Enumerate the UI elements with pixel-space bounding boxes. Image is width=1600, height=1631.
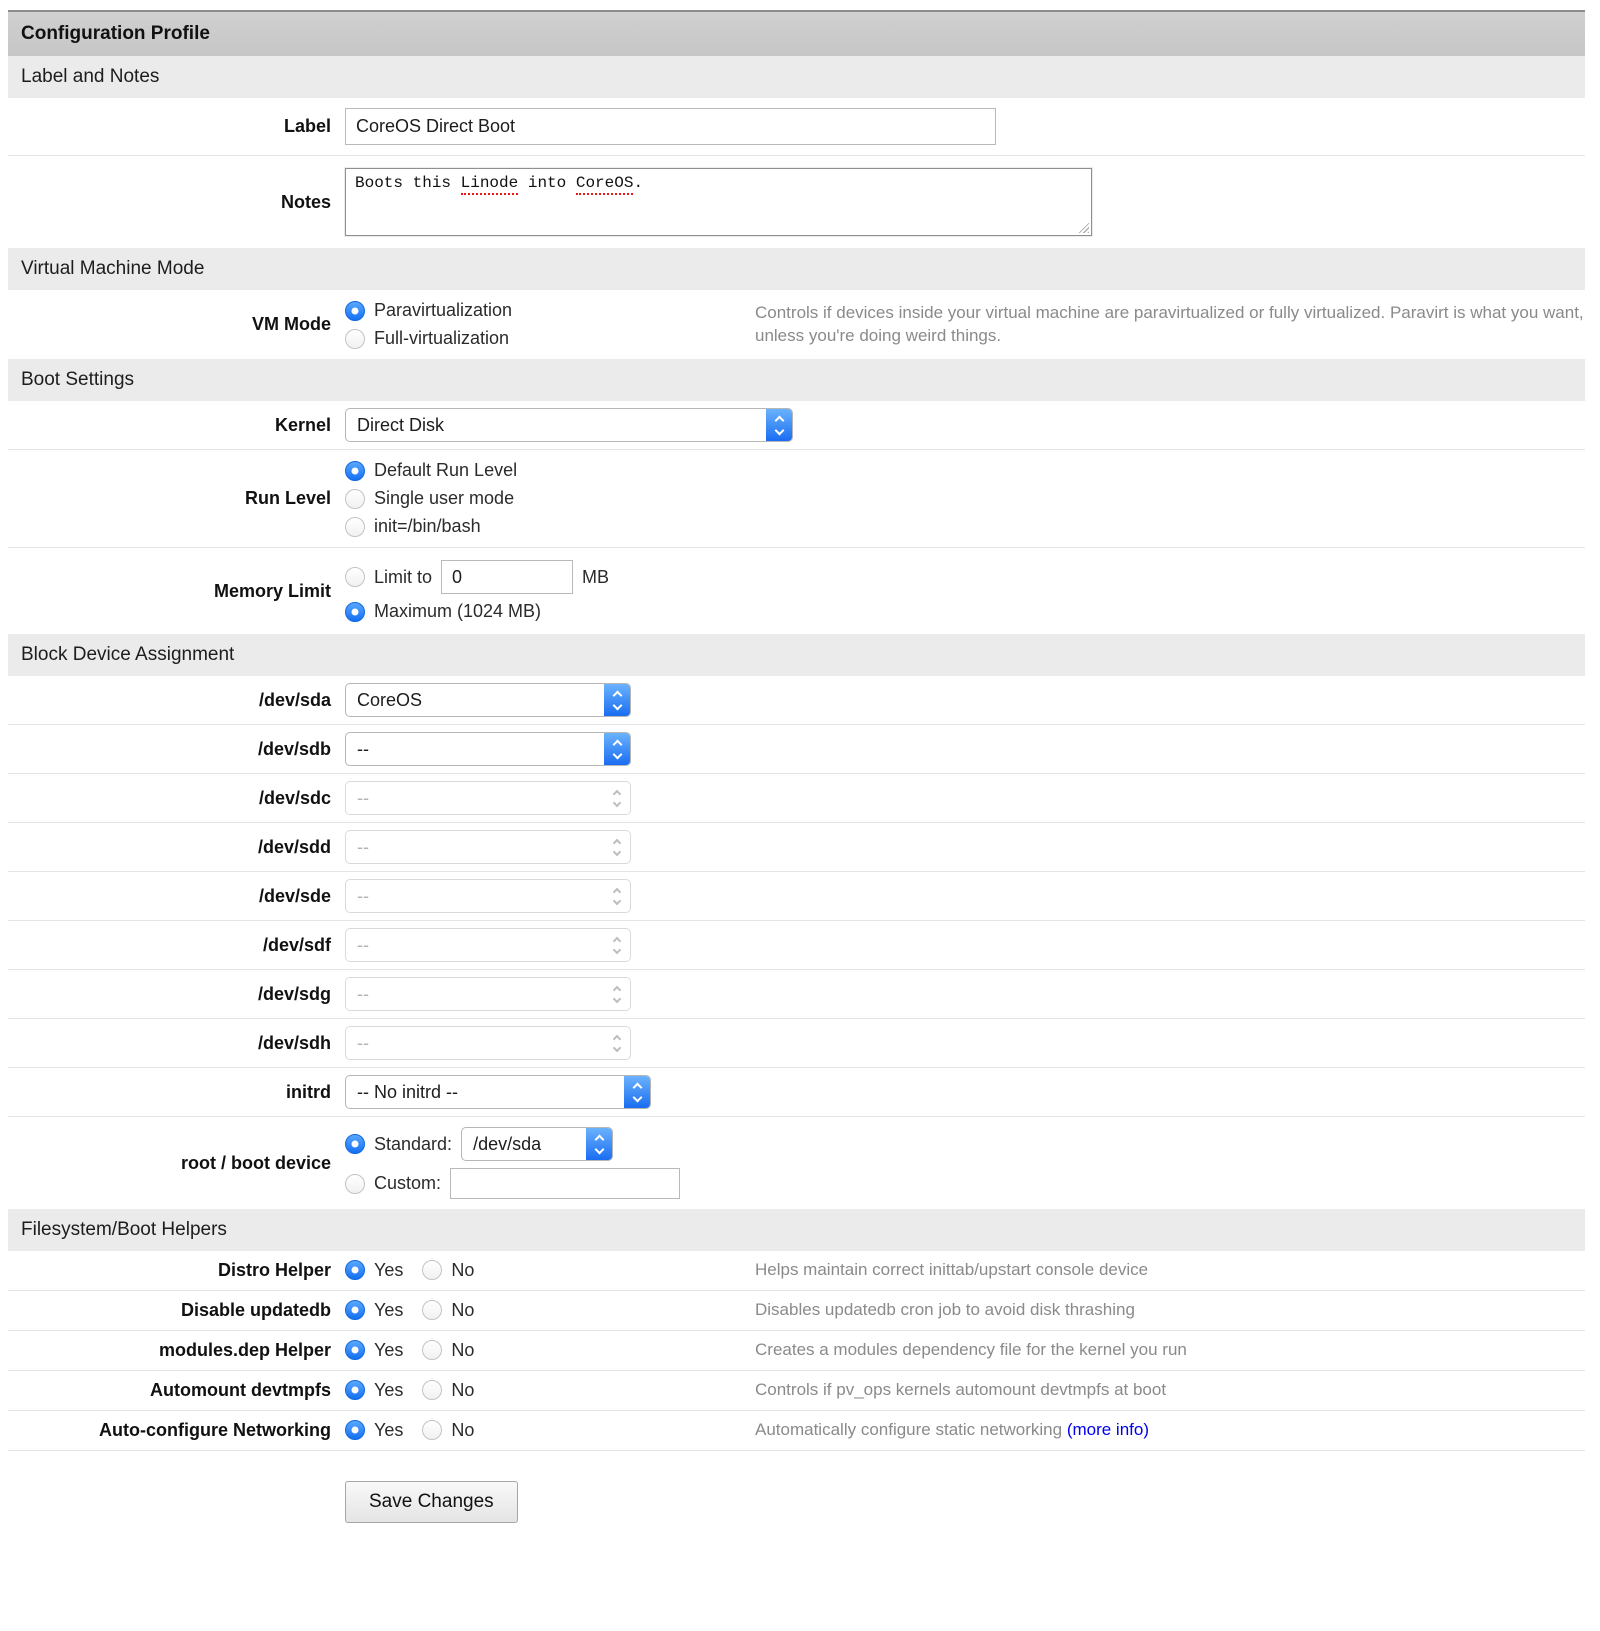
radio-auto-configure-networking-yes[interactable] <box>345 1420 365 1440</box>
section-filesystem-boot-helpers: Filesystem/Boot Helpers <box>8 1209 1585 1251</box>
radio-paravirtualization[interactable] <box>345 301 365 321</box>
device-sdc-label: /dev/sdc <box>258 787 331 808</box>
memory-limit-row <box>8 548 1585 634</box>
helper-row-automount-devtmpfs <box>8 1371 1585 1411</box>
root-boot-device-row <box>8 1117 1585 1209</box>
radio-default-run-level-label: Default Run Level <box>374 460 518 480</box>
radio-automount-devtmpfs-no[interactable] <box>422 1380 442 1400</box>
no-label: No <box>451 1419 475 1440</box>
device-sdg-label: /dev/sdg <box>257 983 331 1004</box>
notes-misspelled-word: Linode <box>461 174 519 195</box>
initrd-label: initrd <box>286 1081 331 1102</box>
radio-disable-updatedb-no[interactable] <box>422 1300 442 1320</box>
initrd-select[interactable] <box>345 1075 651 1109</box>
auto-configure-networking-label: Auto-configure Networking <box>99 1419 331 1440</box>
radio-automount-devtmpfs-yes[interactable] <box>345 1380 365 1400</box>
yes-label: Yes <box>374 1339 404 1360</box>
no-label: No <box>451 1379 475 1400</box>
device-sdd-select-value: -- <box>357 836 369 857</box>
no-label: No <box>451 1299 475 1320</box>
kernel-select[interactable] <box>345 408 793 442</box>
page-title: Configuration Profile <box>8 10 1585 56</box>
yes-label: Yes <box>374 1299 404 1320</box>
vm-mode-help-text: Controls if devices inside your virtual machine are paravirtualized or fully virtualized. Paravirt is what you want, unless you're doing weird things. <box>755 302 1584 345</box>
yes-label: Yes <box>374 1419 404 1440</box>
radio-init-bin-bash-label: init=/bin/bash <box>374 516 481 536</box>
device-sdh-select <box>345 1026 631 1060</box>
radio-standard-device[interactable] <box>345 1134 365 1154</box>
notes-text: into <box>518 174 576 192</box>
device-row-sdg <box>8 970 1585 1019</box>
radio-full-virtualization[interactable] <box>345 329 365 349</box>
auto-configure-networking-help-text <box>741 1419 1585 1442</box>
memory-limit-input[interactable] <box>441 560 573 594</box>
device-sdb-select-value: -- <box>357 738 369 759</box>
kernel-row <box>8 401 1585 450</box>
radio-full-virtualization-label: Full-virtualization <box>374 328 510 348</box>
radio-maximum-memory[interactable] <box>345 602 365 622</box>
kernel-label: Kernel <box>274 414 331 435</box>
radio-custom-device[interactable] <box>345 1174 365 1194</box>
auto-configure-networking-help-prefix: Automatically configure static networking <box>755 1419 1067 1439</box>
device-row-sdb <box>8 725 1585 774</box>
section-label-and-notes: Label and Notes <box>8 56 1585 98</box>
select-stepper-icon <box>604 1027 630 1059</box>
radio-maximum-memory-label: Maximum (1024 MB) <box>374 601 542 621</box>
select-stepper-icon <box>604 831 630 863</box>
disable-updatedb-help-text: Disables updatedb cron job to avoid disk thrashing <box>755 1299 1135 1319</box>
device-sdh-select-value: -- <box>357 1032 369 1053</box>
radio-modules-dep-yes[interactable] <box>345 1340 365 1360</box>
radio-limit-to-label: Limit to <box>374 566 433 587</box>
standard-device-select[interactable] <box>461 1127 613 1161</box>
radio-disable-updatedb-yes[interactable] <box>345 1300 365 1320</box>
automount-devtmpfs-help-text: Controls if pv_ops kernels automount devtmpfs at boot <box>755 1379 1167 1399</box>
select-stepper-icon <box>586 1128 612 1160</box>
modules-dep-helper-label: modules.dep Helper <box>158 1339 331 1360</box>
select-stepper-icon <box>766 409 792 441</box>
initrd-select-value: -- No initrd -- <box>357 1081 459 1102</box>
select-stepper-icon <box>604 880 630 912</box>
device-sdc-select-value: -- <box>357 787 369 808</box>
section-virtual-machine-mode: Virtual Machine Mode <box>8 248 1585 290</box>
label-field-label: Label <box>283 116 331 136</box>
run-level-row <box>8 450 1585 548</box>
initrd-row <box>8 1068 1585 1117</box>
custom-device-input[interactable] <box>450 1168 680 1199</box>
device-sde-select <box>345 879 631 913</box>
section-block-device-assignment: Block Device Assignment <box>8 634 1585 676</box>
notes-text: Boots this <box>355 174 461 192</box>
device-sdd-label: /dev/sdd <box>257 836 331 857</box>
select-stepper-icon <box>604 782 630 814</box>
distro-helper-help-text: Helps maintain correct inittab/upstart console device <box>755 1260 1149 1279</box>
device-sda-label: /dev/sda <box>258 689 331 710</box>
more-info-link[interactable]: (more info) <box>1066 1419 1149 1439</box>
radio-default-run-level[interactable] <box>345 461 365 481</box>
radio-limit-to[interactable] <box>345 567 365 587</box>
modules-dep-help-text: Creates a modules dependency file for the kernel you run <box>755 1339 1187 1359</box>
select-stepper-icon <box>604 929 630 961</box>
device-sda-select-value: CoreOS <box>357 689 423 710</box>
label-row <box>8 98 1585 156</box>
device-sdg-select <box>345 977 631 1011</box>
helper-row-disable-updatedb <box>8 1291 1585 1331</box>
notes-text: . <box>633 174 644 192</box>
device-sdc-select <box>345 781 631 815</box>
device-sde-select-value: -- <box>357 885 369 906</box>
notes-row <box>8 156 1585 248</box>
radio-distro-helper-no[interactable] <box>422 1260 442 1280</box>
disable-updatedb-label: Disable updatedb <box>180 1299 331 1320</box>
radio-single-user-mode[interactable] <box>345 489 365 509</box>
device-row-sdc <box>8 774 1585 823</box>
device-sda-select[interactable] <box>345 683 631 717</box>
vm-mode-row <box>8 290 1585 359</box>
save-changes-button[interactable]: Save Changes <box>345 1481 518 1523</box>
device-sdd-select <box>345 830 631 864</box>
device-row-sde <box>8 872 1585 921</box>
automount-devtmpfs-label: Automount devtmpfs <box>150 1379 331 1400</box>
helper-row-auto-configure-networking <box>8 1411 1585 1451</box>
radio-modules-dep-no[interactable] <box>422 1340 442 1360</box>
select-stepper-icon <box>604 733 630 765</box>
label-input[interactable] <box>345 108 996 145</box>
device-row-sdh <box>8 1019 1585 1068</box>
device-row-sdd <box>8 823 1585 872</box>
radio-standard-device-label: Standard: <box>374 1133 453 1154</box>
device-sdg-select-value: -- <box>357 983 369 1004</box>
memory-limit-label: Memory Limit <box>213 580 331 601</box>
notes-field-label: Notes <box>280 191 331 212</box>
radio-single-user-mode-label: Single user mode <box>374 488 515 508</box>
section-boot-settings: Boot Settings <box>8 359 1585 401</box>
kernel-select-value: Direct Disk <box>357 414 445 435</box>
select-stepper-icon <box>604 978 630 1010</box>
helper-row-distro-helper <box>8 1251 1585 1291</box>
radio-auto-configure-networking-no[interactable] <box>422 1420 442 1440</box>
device-sdb-select[interactable] <box>345 732 631 766</box>
vm-mode-label: VM Mode <box>252 314 331 334</box>
device-sdf-select <box>345 928 631 962</box>
device-row-sdf <box>8 921 1585 970</box>
radio-init-bin-bash[interactable] <box>345 517 365 537</box>
radio-paravirtualization-label: Paravirtualization <box>374 300 513 320</box>
radio-custom-device-label: Custom: <box>374 1173 442 1193</box>
run-level-label: Run Level <box>244 488 331 508</box>
no-label: No <box>451 1339 475 1360</box>
distro-helper-label: Distro Helper <box>217 1259 331 1280</box>
notes-misspelled-word: CoreOS <box>576 174 634 195</box>
save-row <box>8 1451 1585 1583</box>
memory-limit-unit: MB <box>582 566 610 587</box>
no-label: No <box>451 1259 475 1280</box>
device-sdf-label: /dev/sdf <box>262 934 331 955</box>
notes-textarea[interactable] <box>345 168 1092 236</box>
device-sde-label: /dev/sde <box>258 885 331 906</box>
device-sdb-label: /dev/sdb <box>257 738 331 759</box>
select-stepper-icon <box>604 684 630 716</box>
yes-label: Yes <box>374 1259 404 1280</box>
radio-distro-helper-yes[interactable] <box>345 1260 365 1280</box>
root-boot-device-label: root / boot device <box>180 1152 331 1173</box>
configuration-profile-form <box>8 0 1585 1583</box>
resize-grip-icon[interactable] <box>1076 220 1089 233</box>
yes-label: Yes <box>374 1379 404 1400</box>
device-row-sda <box>8 676 1585 725</box>
device-sdh-label: /dev/sdh <box>257 1032 331 1053</box>
select-stepper-icon <box>624 1076 650 1108</box>
standard-device-select-value: /dev/sda <box>473 1133 542 1154</box>
helper-row-modules-dep <box>8 1331 1585 1371</box>
device-sdf-select-value: -- <box>357 934 369 955</box>
